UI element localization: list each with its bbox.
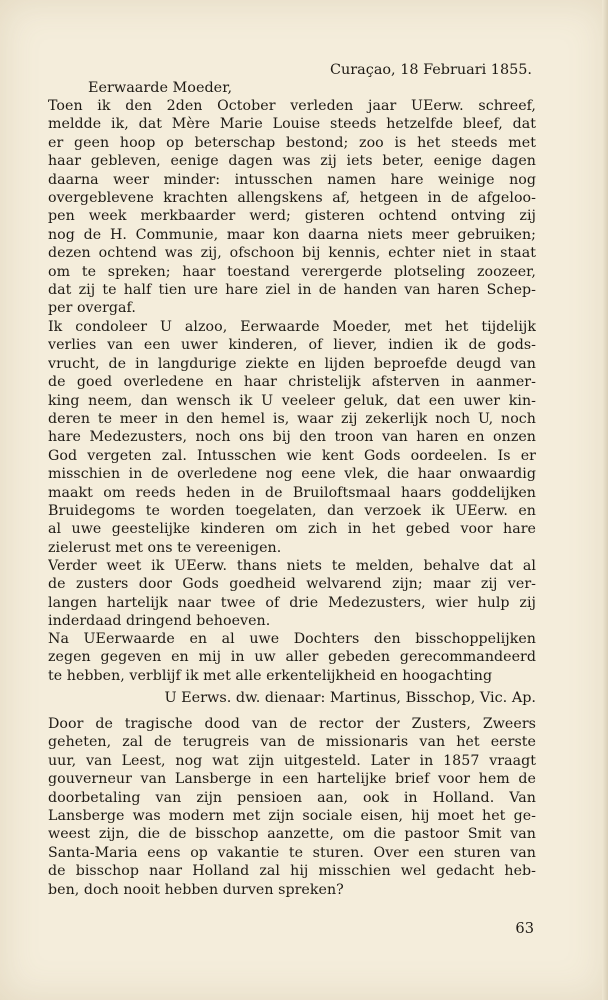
text-line: de zusters door Gods goedheid welvarend zijn; maar zij ver-: [48, 576, 536, 593]
page-number: 63: [515, 920, 534, 937]
page-edge-shadow: [602, 0, 608, 1000]
text-line: dezen ochtend was zij, ofschoon bij kennis, echter niet in staat: [48, 245, 536, 262]
text-line: king neem, dan wensch ik U veeleer geluk, dat een uwer kin-: [48, 392, 536, 409]
text-line: om te spreken; haar toestand verergerde plotseling zoozeer,: [48, 263, 536, 280]
text-line: al uwe geestelijke kinderen om zich in het gebed voor hare: [48, 521, 536, 538]
text-line: ben, doch nooit hebben durven spreken?: [48, 881, 344, 898]
text-line: nog de H. Communie, maar kon daarna niets meer gebruiken;: [48, 226, 536, 243]
text-line: zegen gegeven en mij in uw aller gebeden gerecommandeerd: [48, 649, 536, 666]
text-line: te hebben, verblijf ik met alle erkentelijkheid en hoogachting: [48, 667, 493, 684]
letter-signature: U Eerws. dw. dienaar: Martinus, Bisschop, Vic. Ap.: [164, 690, 536, 706]
text-line: zielerust met ons te vereenigen.: [48, 539, 282, 556]
text-line: Na UEerwaarde en al uwe Dochters den bisschoppelijken: [48, 631, 536, 647]
text-line: pen week merkbaarder werd; gisteren ochtend ontving zij: [48, 208, 536, 225]
text-line: Verder weet ik UEerw. thans niets te melden, behalve dat al: [48, 558, 536, 574]
letter-paragraph-4: [48, 630, 536, 685]
text-line: vrucht, de in langdurige ziekte en lijden beproefde deugd van: [48, 355, 536, 372]
text-line: hare Medezusters, noch ons bij den troon van haren en onzen: [48, 429, 536, 446]
letter-paragraph-3: [48, 557, 536, 631]
text-line: haar gebleven, eenige dagen was zij iets beter, eenige dagen: [48, 153, 536, 170]
text-line: deren te meer in den hemel is, waar zij zekerlijk noch U, noch: [48, 410, 536, 427]
letter-paragraph-1: [48, 97, 536, 318]
text-line: verlies van een uwer kinderen, of liever, indien ik de gods-: [48, 337, 536, 354]
text-line: daarna weer minder: intusschen namen hare weinige nog: [48, 171, 536, 188]
text-line: God vergeten zal. Intusschen wie kent Gods oordeelen. Is er: [48, 447, 536, 464]
text-line: Santa-Maria eens op vakantie te sturen. Over een sturen van: [48, 844, 536, 861]
letter-paragraph-2: [48, 318, 536, 557]
text-line: de bisschop naar Holland zal hij misschien wel gedacht heb-: [48, 863, 536, 880]
text-line: per overgaf.: [48, 300, 136, 317]
letter-salutation: Eerwaarde Moeder,: [88, 80, 233, 96]
text-line: weest zijn, die de bisschop aanzette, om die pastoor Smit van: [48, 826, 536, 843]
text-line: de goed overledene en haar christelijk afsterven in aanmer-: [48, 374, 536, 391]
text-line: Ik condoleer U alzoo, Eerwaarde Moeder, met het tijdelijk: [48, 319, 536, 335]
text-line: maakt om reeds heden in de Bruiloftsmaal haars goddelijken: [48, 484, 536, 501]
text-line: doorbetaling van zijn pensioen aan, ook in Holland. Van: [48, 789, 536, 806]
letter-dateline: Curaçao, 18 Februari 1855.: [330, 62, 532, 78]
text-line: inderdaad dringend behoeven.: [48, 613, 271, 630]
text-line: uur, van Leest, nog wat zijn uitgesteld. Later in 1857 vraagt: [48, 752, 536, 769]
text-line: dat zij te half tien ure hare ziel in de handen van haren Schep-: [48, 281, 536, 298]
text-line: gouverneur van Lansberge in een hartelijke brief voor hem de: [48, 771, 536, 788]
text-line: Toen ik den 2den October verleden jaar UEerw. schreef,: [48, 98, 536, 114]
text-line: misschien in de overledene nog eene vlek, die haar onwaardig: [48, 466, 536, 483]
text-line: overgeblevene krachten allengskens af, hetgeen in de afgeloo-: [48, 189, 536, 206]
commentary-paragraph: [48, 715, 536, 899]
text-line: Lansberge was modern met zijn sociale eisen, hij moet het ge-: [48, 807, 536, 824]
text-line: er geen hoop op beterschap bestond; zoo is het steeds met: [48, 134, 536, 151]
text-line: Door de tragische dood van de rector der Zusters, Zweers: [48, 716, 536, 732]
text-line: langen hartelijk naar twee of drie Medezusters, wier hulp zij: [48, 594, 536, 611]
text-line: meldde ik, dat Mère Marie Louise steeds hetzelfde bleef, dat: [48, 116, 536, 133]
text-line: geheten, zal de terugreis van de missionaris van het eerste: [48, 734, 536, 751]
text-line: Bruidegoms te worden toegelaten, dan verzoek ik UEerw. en: [48, 502, 536, 519]
